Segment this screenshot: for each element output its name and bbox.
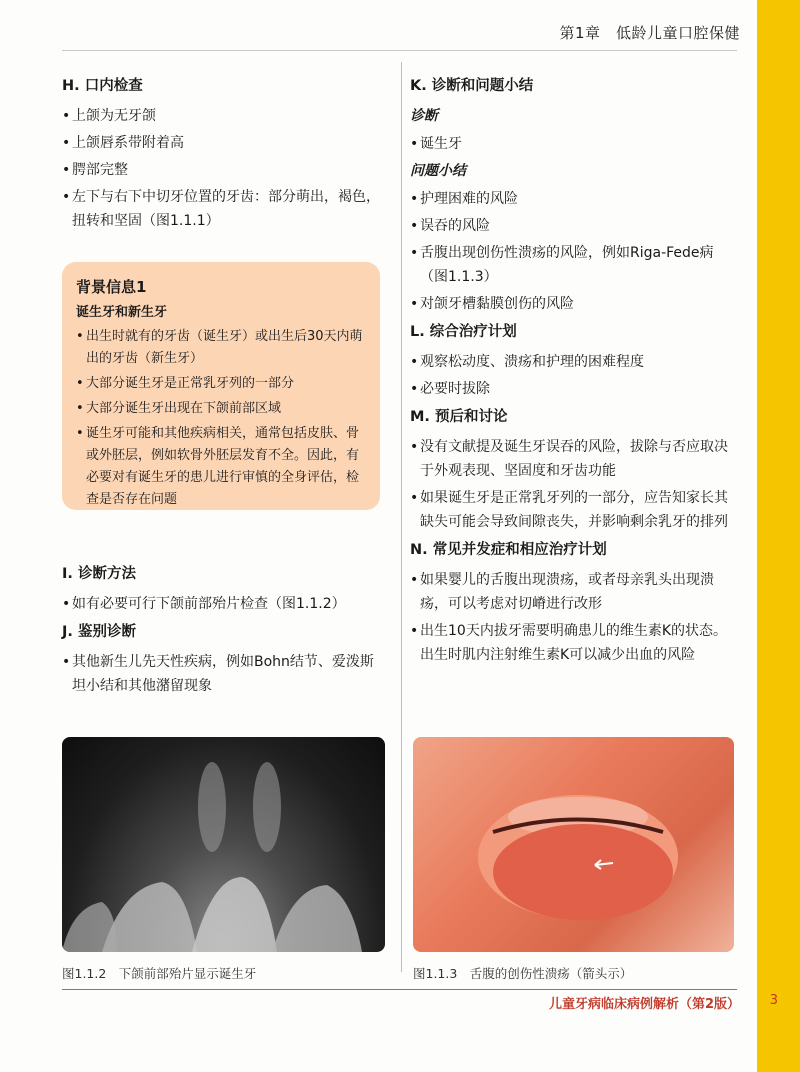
section-m-title: M. 预后和讨论	[410, 409, 508, 425]
header-rule	[62, 50, 737, 51]
mouth-photo	[413, 737, 734, 952]
section-j-title: J. 鉴别诊断	[62, 624, 136, 640]
problem-summary-label: 问题小结	[410, 163, 466, 179]
figure-caption-1-1-3: 图1.1.3 舌腹的创伤性溃疡（箭头示）	[413, 966, 633, 981]
list-item: • 出生时就有的牙齿（诞生牙）或出生后30天内萌出的牙齿（新生牙）	[76, 326, 366, 370]
footer-book-title: 儿童牙病临床病例解析（第2版）	[548, 997, 740, 1012]
footer-rule	[62, 989, 737, 990]
side-color-strip	[757, 0, 800, 1072]
background-info-box	[62, 262, 380, 510]
list-item: • 左下与右下中切牙位置的牙齿：部分萌出，褐色，扭转和坚固（图1.1.1）	[62, 185, 382, 233]
section-h-title: H. 口内检查	[62, 78, 143, 94]
mouth-illustration	[413, 737, 734, 952]
section-k-title: K. 诊断和问题小结	[410, 78, 534, 94]
chapter-title: 第1章 低龄儿童口腔保健	[559, 24, 740, 42]
list-item: • 出生10天内拔牙需要明确患儿的维生素K的状态。出生时肌内注射维生素K可以减少出血的风险	[410, 619, 736, 667]
xray-photo	[62, 737, 385, 952]
list-item: • 诞生牙	[410, 132, 736, 156]
list-item: • 观察松动度、溃疡和护理的困难程度	[410, 350, 736, 374]
right-column	[410, 70, 736, 670]
section-n-title: N. 常见并发症和相应治疗计划	[410, 542, 607, 558]
list-item: • 其他新生儿先天性疾病，例如Bohn结节、爱泼斯坦小结和其他潴留现象	[62, 650, 382, 698]
page-number: 3	[769, 993, 778, 1008]
list-item: • 舌腹出现创伤性溃疡的风险，例如Riga-Fede病（图1.1.3）	[410, 241, 736, 289]
list-item: • 腭部完整	[62, 158, 382, 182]
list-item: • 如果婴儿的舌腹出现溃疡，或者母亲乳头出现溃疡，可以考虑对切嵴进行改形	[410, 568, 736, 616]
list-item: • 护理困难的风险	[410, 187, 736, 211]
xray-illustration	[62, 737, 385, 952]
column-divider	[401, 62, 402, 972]
list-item: • 大部分诞生牙出现在下颌前部区域	[76, 398, 366, 420]
box-subtitle: 诞生牙和新生牙	[76, 305, 168, 320]
list-item: • 上颌唇系带附着高	[62, 131, 382, 155]
left-lower-sections	[62, 558, 382, 701]
list-item: • 对颌牙槽黏膜创伤的风险	[410, 292, 736, 316]
list-item: • 误吞的风险	[410, 214, 736, 238]
list-item: • 大部分诞生牙是正常乳牙列的一部分	[76, 373, 366, 395]
list-item: • 诞生牙可能和其他疾病相关，通常包括皮肤、骨或外胚层，例如软骨外胚层发育不全。因此，有必要对有诞生牙的患儿进行审慎的全身评估，检查是否存在问题	[76, 423, 366, 511]
section-i-title: I. 诊断方法	[62, 566, 136, 582]
list-item: • 如有必要可行下颌前部殆片检查（图1.1.2）	[62, 592, 382, 616]
list-item: • 必要时拔除	[410, 377, 736, 401]
box-title: 背景信息1	[76, 278, 147, 296]
list-item: • 如果诞生牙是正常乳牙列的一部分，应告知家长其缺失可能会导致间隙丧失，并影响剩余乳牙的排列	[410, 486, 736, 534]
figure-caption-1-1-2: 图1.1.2 下颌前部殆片显示诞生牙	[62, 966, 257, 981]
list-item: • 没有文献提及诞生牙误吞的风险，拔除与否应取决于外观表现、坚固度和牙齿功能	[410, 435, 736, 483]
diagnosis-label: 诊断	[410, 108, 438, 124]
section-l-title: L. 综合治疗计划	[410, 324, 517, 340]
list-item: • 上颌为无牙颌	[62, 104, 382, 128]
left-column	[62, 70, 382, 236]
